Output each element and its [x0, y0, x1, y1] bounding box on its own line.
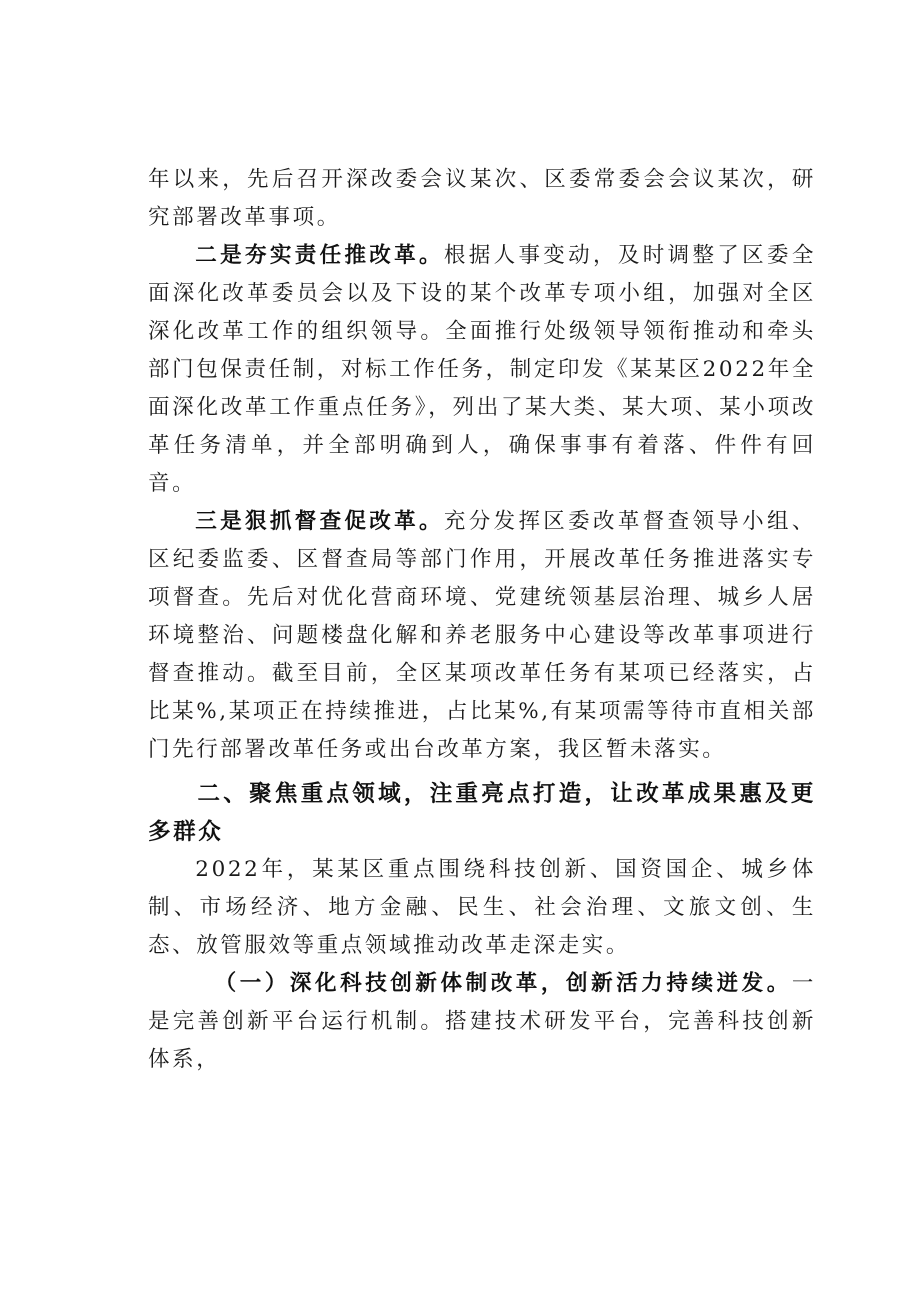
paragraph-continuation	[148, 161, 816, 237]
paragraph-lead: 三是狠抓督查促改革。	[195, 509, 444, 534]
document-body	[148, 161, 816, 1079]
paragraph-text: 充分发挥区委改革督查领导小组、区纪委监委、区督查局等部门作用，开展改革任务推进落实专项督查。先后对优化营商环境、党建统领基层治理、城乡人居环境整治、问题楼盘化解和养老服务中心建设等改革事项进行督查推动。截至目前，全区某项改革任务有某项已经落实，占比某%,某项正在持续推进，占比某%,有某项需等待市直相关部门先行部署改革任务或出台改革方案，我区暂未落实。	[148, 509, 816, 762]
paragraph-text: 根据人事变动，及时调整了区委全面深化改革委员会以及下设的某个改革专项小组，加强对全区深化改革工作的组织领导。全面推行处级领导领衔推动和牵头部门包保责任制，对标工作任务，制定印发《某某区2022年全面深化改革工作重点任务》，列出了某大类、某大项、某小项改革任务清单，并全部明确到人，确保事事有着落、件件有回音。	[148, 243, 816, 496]
paragraph-tech-innovation	[148, 965, 816, 1079]
paragraph-responsibility	[148, 237, 816, 503]
paragraph-lead: （一）深化科技创新体制改革，创新活力持续迸发。	[214, 971, 792, 996]
paragraph-overview	[148, 851, 816, 965]
paragraph-lead: 二是夯实责任推改革。	[195, 243, 444, 268]
paragraph-supervision	[148, 503, 816, 769]
section-heading: 二、聚焦重点领域，注重亮点打造，让改革成果惠及更多群众	[148, 781, 816, 845]
paragraph-text: 一是完善创新平台运行机制。搭建技术研发平台，完善科技创新体系，	[148, 971, 816, 1072]
paragraph-text: 2022年，某某区重点围绕科技创新、国资国企、城乡体制、市场经济、地方金融、民生、社会治理、文旅文创、生态、放管服效等重点领域推动改革走深走实。	[148, 857, 816, 958]
paragraph-text: 年以来，先后召开深改委会议某次、区委常委会会议某次，研究部署改革事项。	[148, 167, 816, 230]
